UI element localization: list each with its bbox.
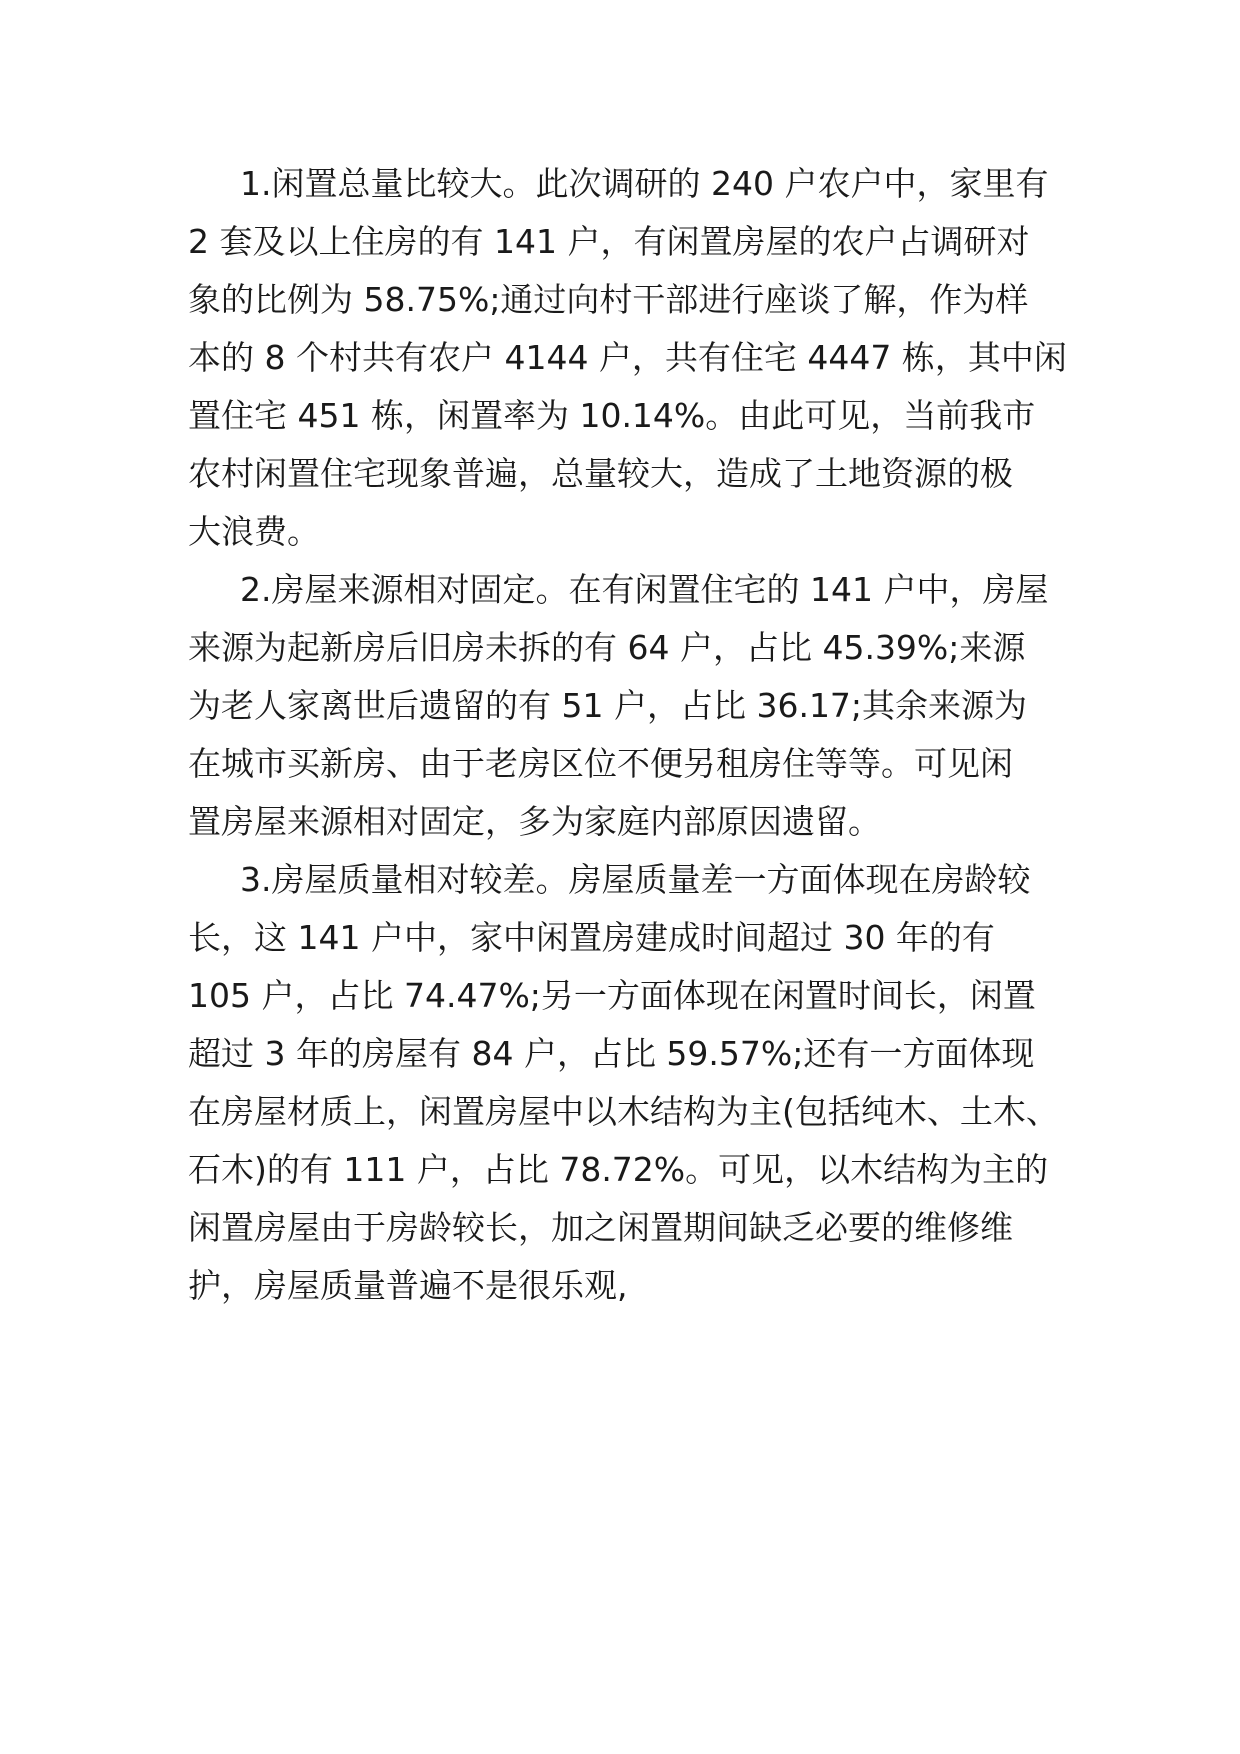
paragraph-2-line-4: 在城市买新房、由于老房区位不便另租房住等等。可见闲 <box>188 744 1013 783</box>
paragraph-3-line-3: 105 户，占比 74.47%;另一方面体现在闲置时间长，闲置 <box>188 976 1036 1015</box>
paragraph-3-line-5: 在房屋材质上，闲置房屋中以木结构为主(包括纯木、土木、 <box>188 1092 1059 1131</box>
paragraph-2-line-5: 置房屋来源相对固定，多为家庭内部原因遗留。 <box>188 802 881 841</box>
paragraph-3-line-7: 闲置房屋由于房龄较长，加之闲置期间缺乏必要的维修维 <box>188 1208 1013 1247</box>
paragraph-1-line-5: 置住宅 451 栋，闲置率为 10.14%。由此可见，当前我市 <box>188 396 1036 435</box>
paragraph-1-line-7: 大浪费。 <box>188 512 320 551</box>
paragraph-3-line-6: 石木)的有 111 户，占比 78.72%。可见，以木结构为主的 <box>188 1150 1049 1189</box>
paragraph-3-line-2: 长，这 141 户中，家中闲置房建成时间超过 30 年的有 <box>188 918 995 957</box>
paragraph-1-line-2: 2 套及以上住房的有 141 户，有闲置房屋的农户占调研对 <box>188 222 1030 261</box>
paragraph-3-line-8: 护，房屋质量普遍不是很乐观, <box>188 1266 628 1305</box>
paragraph-2-line-2: 来源为起新房后旧房未拆的有 64 户，占比 45.39%;来源 <box>188 628 1026 667</box>
paragraph-3-line-4: 超过 3 年的房屋有 84 户，占比 59.57%;还有一方面体现 <box>188 1034 1035 1073</box>
paragraph-3-line-1: 3.房屋质量相对较差。房屋质量差一方面体现在房龄较 <box>240 860 1031 899</box>
paragraph-1-line-4: 本的 8 个村共有农户 4144 户，共有住宅 4447 栋，其中闲 <box>188 338 1067 377</box>
paragraph-1-line-6: 农村闲置住宅现象普遍，总量较大，造成了土地资源的极 <box>188 454 1013 493</box>
paragraph-2-line-3: 为老人家离世后遗留的有 51 户，占比 36.17;其余来源为 <box>188 686 1028 725</box>
paragraph-1-line-1: 1.闲置总量比较大。此次调研的 240 户农户中，家里有 <box>240 164 1049 203</box>
paragraph-1-line-3: 象的比例为 58.75%;通过向村干部进行座谈了解，作为样 <box>188 280 1029 319</box>
paragraph-2-line-1: 2.房屋来源相对固定。在有闲置住宅的 141 户中，房屋 <box>240 570 1049 609</box>
